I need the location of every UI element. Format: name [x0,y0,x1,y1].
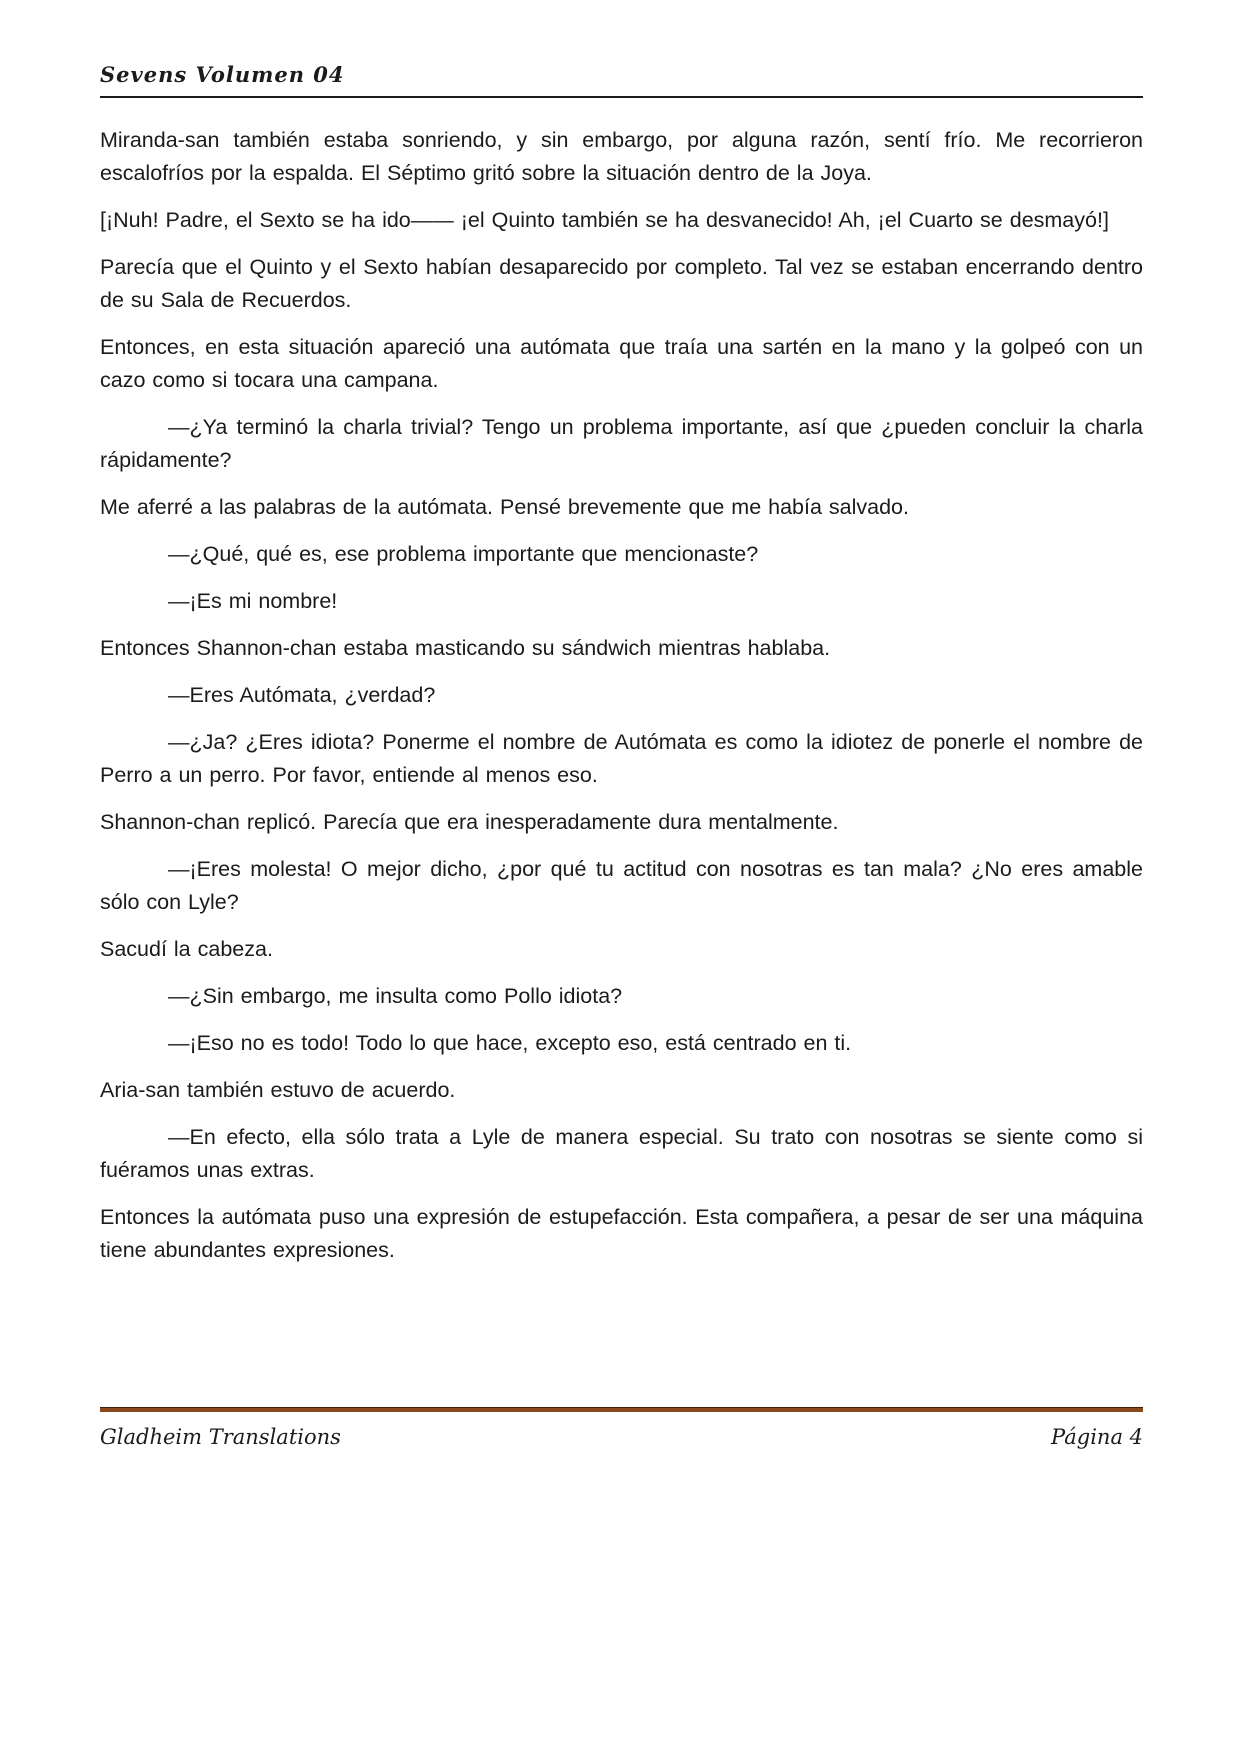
footer-translator-credit: Gladheim Translations [100,1425,341,1449]
dialogue-paragraph: —¡Es mi nombre! [168,589,338,613]
page-footer [100,1407,1143,1449]
document-body [100,124,1143,1281]
dialogue-paragraph: —¿Ya terminó la charla trivial? Tengo un problema importante, así que ¿pueden concluir la charla rápidamente? [100,415,1143,472]
narration-paragraph: Miranda-san también estaba sonriendo, y sin embargo, por alguna razón, sentí frío. Me recorrieron escalofríos por la espalda. El Séptimo gritó sobre la situación dentro de la Joya. [100,128,1143,185]
narration-paragraph: Parecía que el Quinto y el Sexto habían desaparecido por completo. Tal vez se estaban encerrando dentro de su Sala de Recuerdos. [100,255,1143,312]
dialogue-paragraph: —¿Sin embargo, me insulta como Pollo idiota? [168,984,623,1008]
narration-paragraph: Entonces, en esta situación apareció una autómata que traía una sartén en la mano y la golpeó con un cazo como si tocara una campana. [100,335,1143,392]
narration-paragraph: [¡Nuh! Padre, el Sexto se ha ido—— ¡el Quinto también se ha desvanecido! Ah, ¡el Cuarto se desmayó!] [100,208,1109,232]
dialogue-paragraph: —Eres Autómata, ¿verdad? [168,683,436,707]
footer-page-number: Página 4 [1051,1425,1143,1449]
narration-paragraph: Entonces Shannon-chan estaba masticando su sándwich mientras hablaba. [100,636,831,660]
narration-paragraph: Entonces la autómata puso una expresión de estupefacción. Esta compañera, a pesar de ser una máquina tiene abundantes expresiones. [100,1205,1143,1262]
dialogue-paragraph: —¿Ja? ¿Eres idiota? Ponerme el nombre de Autómata es como la idiotez de ponerle el nombre de Perro a un perro. Por favor, entiende al menos eso. [100,730,1143,787]
narration-paragraph: Shannon-chan replicó. Parecía que era inesperadamente dura mentalmente. [100,810,839,834]
dialogue-paragraph: —En efecto, ella sólo trata a Lyle de manera especial. Su trato con nosotras se siente como si fuéramos unas extras. [100,1125,1143,1182]
dialogue-paragraph: —¿Qué, qué es, ese problema importante que mencionaste? [168,542,759,566]
page-header [100,62,1143,98]
narration-paragraph: Sacudí la cabeza. [100,937,273,961]
dialogue-paragraph: —¡Eres molesta! O mejor dicho, ¿por qué tu actitud con nosotras es tan mala? ¿No eres amable sólo con Lyle? [100,857,1143,914]
narration-paragraph: Me aferré a las palabras de la autómata. Pensé brevemente que me había salvado. [100,495,909,519]
narration-paragraph: Aria-san también estuvo de acuerdo. [100,1078,456,1102]
header-title: Sevens Volumen 04 [100,62,345,87]
dialogue-paragraph: —¡Eso no es todo! Todo lo que hace, excepto eso, está centrado en ti. [168,1031,852,1055]
footer-rule [100,1407,1143,1412]
footer-row [100,1425,1143,1449]
